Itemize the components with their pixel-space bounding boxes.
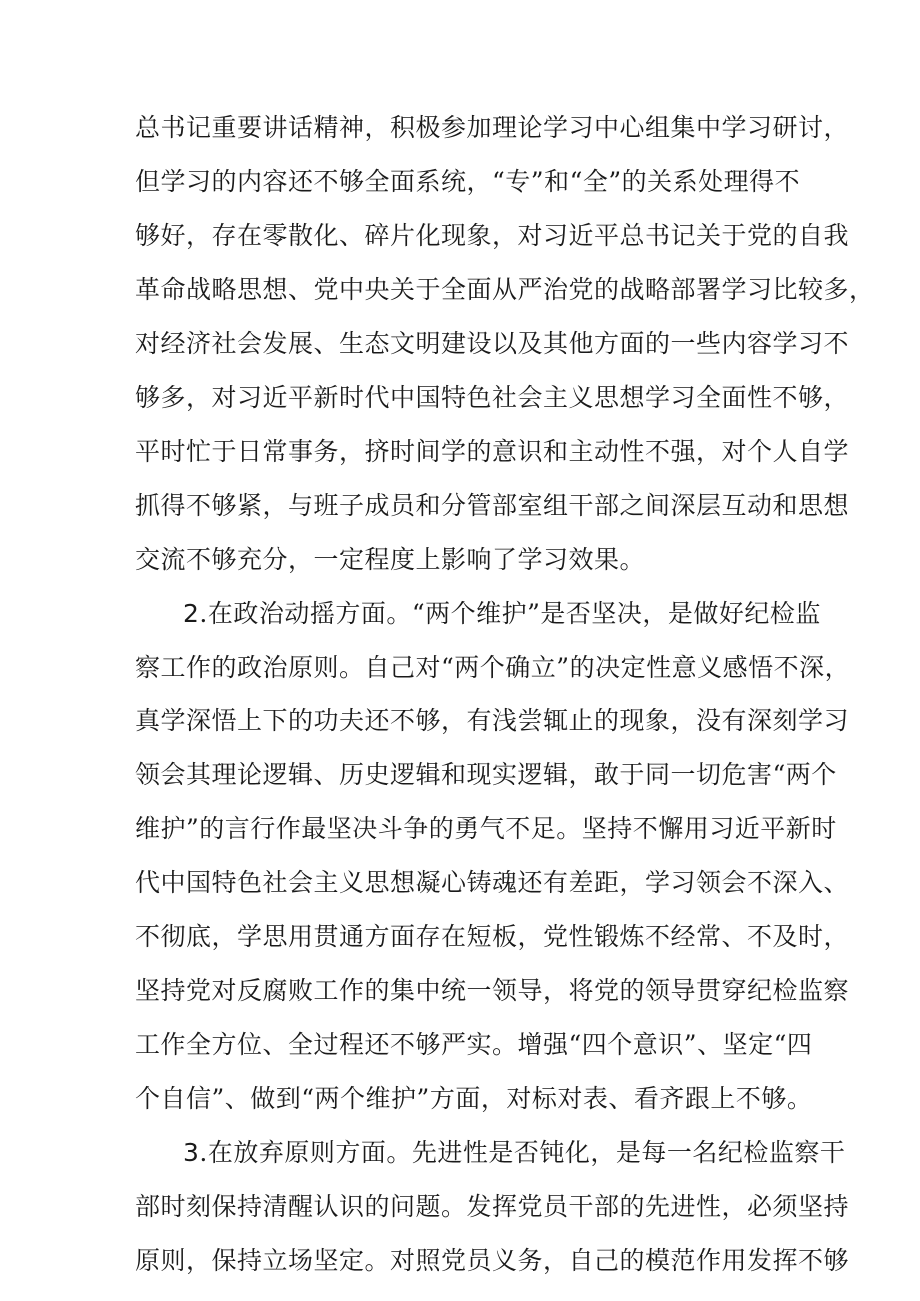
text-line: 总书记重要讲话精神，积极参加理论学习中心组集中学习研讨， xyxy=(135,113,850,142)
text-line: 维护”的言行作最坚决斗争的勇气不足。坚持不懈用习近平新时 xyxy=(135,814,837,843)
text-line: 察工作的政治原则。自己对“两个确立”的决定性意义感悟不深， xyxy=(135,653,851,682)
text-line: .在放弃原则方面。先进性是否钝化，是每一名纪检监察干 xyxy=(199,1138,846,1167)
text-line: 领会其理论逻辑、历史逻辑和现实逻辑，敢于同一切危害“两个 xyxy=(135,760,837,789)
text-line: 够好，存在零散化、碎片化现象，对习近平总书记关于党的自我 xyxy=(135,221,850,250)
text-line: 坚持党对反腐败工作的集中统一领导，将党的领导贯穿纪检监察 xyxy=(135,976,850,1005)
paragraph-number: 2 xyxy=(183,599,200,628)
text-line: 工作全方位、全过程还不够严实。增强“四个意识”、坚定“四 xyxy=(135,1030,813,1059)
text-line: 不彻底，学思用贯通方面存在短板，党性锻炼不经常、不及时， xyxy=(135,922,850,951)
paragraph-first-line xyxy=(183,1133,845,1173)
paragraph-number: 3 xyxy=(183,1138,200,1167)
text-line: 平时忙于日常事务，挤时间学的意识和主动性不强，对个人自学 xyxy=(135,437,850,466)
text-line: .在政治动摇方面。“两个维护”是否坚决，是做好纪检监 xyxy=(199,599,821,628)
text-line: 交流不够充分，一定程度上影响了学习效果。 xyxy=(135,545,646,574)
text-line: 真学深悟上下的功夫还不够，有浅尝辄止的现象，没有深刻学习 xyxy=(135,706,850,735)
text-line: 个自信”、做到“两个维护”方面，对标对表、看齐跟上不够。 xyxy=(135,1084,813,1113)
text-line: 革命战略思想、党中央关于全面从严治党的战略部署学习比较多， xyxy=(135,275,875,304)
text-line: 原则，保持立场坚定。对照党员义务，自己的模范作用发挥不够 xyxy=(135,1246,850,1275)
text-line: 但学习的内容还不够全面系统，“专”和“全”的关系处理得不 xyxy=(135,167,801,196)
text-line: 部时刻保持清醒认识的问题。发挥党员干部的先进性，必须坚持 xyxy=(135,1192,850,1221)
text-line: 够多，对习近平新时代中国特色社会主义思想学习全面性不够， xyxy=(135,383,850,412)
text-line: 对经济社会发展、生态文明建设以及其他方面的一些内容学习不 xyxy=(135,329,850,358)
paragraph-first-line xyxy=(183,594,821,634)
text-line: 抓得不够紧，与班子成员和分管部室组干部之间深层互动和思想 xyxy=(135,491,850,520)
text-line: 代中国特色社会主义思想凝心铸魂还有差距，学习领会不深入、 xyxy=(135,868,850,897)
